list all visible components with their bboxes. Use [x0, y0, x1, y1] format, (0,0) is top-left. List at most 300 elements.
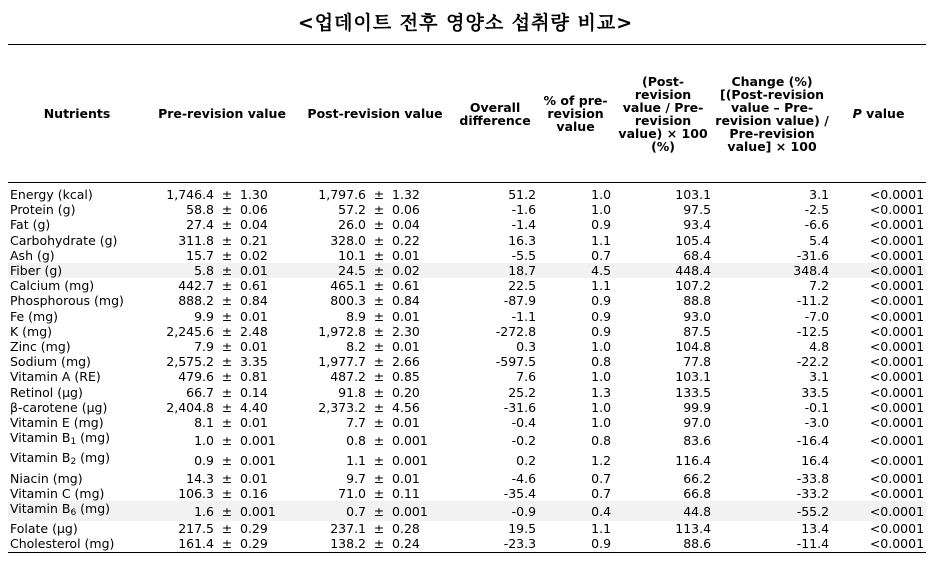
table-row: [8, 293, 926, 308]
change-value: -33.2: [796, 485, 830, 501]
pre-pm: ±: [221, 202, 233, 218]
nutrient-name-subscript: 6: [70, 508, 77, 519]
table-row: [8, 354, 926, 369]
ratio-value: 97.0: [683, 415, 712, 431]
post-pm: ±: [373, 415, 385, 431]
table-row: [8, 278, 926, 293]
table-row: [8, 450, 926, 470]
header-ratio: (Post-revision value / Pre-revision value) × 100 (%): [613, 45, 713, 183]
p-value: <0.0001: [869, 232, 925, 248]
pre-se: 0.001: [240, 432, 276, 448]
nutrient-name: [8, 450, 146, 470]
ratio-value: 87.5: [683, 323, 712, 339]
pre-pm: ±: [221, 323, 233, 339]
post-pm: ±: [373, 470, 385, 486]
ratio-value: 68.4: [683, 247, 712, 263]
ratio-value: 88.6: [613, 536, 713, 552]
nutrient-name-base: Vitamin B: [10, 430, 71, 446]
change-value: -22.2: [796, 354, 830, 370]
overall-difference: 51.2: [508, 187, 537, 202]
change-value: 16.4: [801, 452, 830, 468]
nutrient-name-base: Vitamin B: [10, 450, 71, 466]
pct-pre-revision: 1.2: [591, 452, 612, 468]
pre-pm: ±: [221, 187, 233, 202]
pre-se: 4.40: [240, 399, 268, 415]
pre-pm: ±: [221, 470, 233, 486]
ratio-value: 107.2: [675, 278, 712, 294]
overall-difference: -0.4: [511, 415, 537, 431]
nutrient-name: [8, 501, 146, 521]
change-value: 4.8: [809, 339, 830, 355]
post-value: 71.0: [338, 485, 367, 501]
change-value: 33.5: [801, 384, 830, 400]
pct-pre-revision: 1.1: [591, 232, 612, 248]
nutrient-name: Energy (kcal): [10, 187, 93, 202]
post-pm: ±: [373, 452, 385, 468]
pre-value: 888.2: [178, 293, 214, 309]
pre-se: 0.001: [240, 452, 276, 468]
post-pm: ±: [373, 308, 385, 324]
pct-pre-revision: 0.9: [591, 217, 612, 233]
nutrient-name: Vitamin C (mg): [10, 485, 105, 501]
pre-se: 1.30: [240, 187, 268, 202]
pre-se: 0.61: [240, 278, 268, 294]
p-value: <0.0001: [869, 354, 925, 370]
table-row: [8, 233, 926, 248]
pre-value: 1.0: [194, 432, 214, 448]
pre-pm: ±: [221, 399, 233, 415]
overall-difference: -5.5: [511, 247, 537, 263]
change-value: 7.2: [809, 278, 830, 294]
table-row: [8, 486, 926, 501]
table-row: [8, 339, 926, 354]
table-row: [8, 501, 926, 521]
post-value: 24.5: [298, 263, 368, 278]
post-value: 1,797.6: [318, 187, 367, 202]
pre-se: 0.14: [240, 384, 268, 400]
overall-difference: -1.1: [511, 308, 537, 324]
post-pm: ±: [373, 187, 385, 202]
post-se: 0.001: [392, 452, 428, 468]
overall-difference: 0.2: [516, 452, 537, 468]
table-row: [8, 309, 926, 324]
pre-value: 311.8: [178, 232, 214, 248]
post-se: 0.01: [392, 339, 420, 355]
post-se: 0.01: [392, 470, 420, 486]
nutrient-name: Vitamin E (mg): [10, 415, 104, 431]
post-pm: ±: [373, 339, 385, 355]
pct-pre-revision: 1.0: [591, 369, 612, 385]
post-pm: ±: [368, 501, 390, 521]
pct-pre-revision: 1.0: [591, 339, 612, 355]
post-pm: ±: [373, 232, 385, 248]
post-se: 0.84: [392, 293, 420, 309]
ratio-value: 97.5: [683, 202, 712, 218]
nutrient-name: Niacin (mg): [10, 470, 83, 486]
nutrient-name: Folate (μg): [10, 521, 78, 537]
overall-difference: -35.4: [503, 485, 537, 501]
table-row: [8, 521, 926, 536]
pre-se: 0.01: [240, 339, 268, 355]
pre-value: 442.7: [178, 278, 214, 294]
post-se: 4.56: [392, 399, 420, 415]
nutrient-name: Sodium (mg): [10, 354, 91, 370]
p-value: <0.0001: [831, 263, 926, 278]
p-value: <0.0001: [869, 247, 925, 263]
ratio-value: 113.4: [675, 521, 712, 537]
post-value: 7.7: [346, 415, 367, 431]
nutrient-name: Carbohydrate (g): [10, 232, 118, 248]
post-pm: ±: [373, 384, 385, 400]
pre-value: 5.8: [146, 263, 216, 278]
post-pm: ±: [373, 369, 385, 385]
pre-se: 0.29: [240, 521, 268, 537]
pre-pm: ±: [216, 263, 238, 278]
table-row: [8, 263, 926, 278]
post-se: 0.001: [392, 432, 428, 448]
table-row: [8, 217, 926, 232]
nutrient-name: K (mg): [10, 323, 53, 339]
nutrient-name: β-carotene (μg): [10, 399, 108, 415]
header-change: Change (%) [(Post-revision value – Pre-revision value) / Pre-revision value] × 100: [713, 45, 831, 183]
ratio-value: 103.1: [675, 187, 712, 202]
overall-difference: -272.8: [495, 323, 537, 339]
post-se: 0.04: [392, 217, 420, 233]
post-pm: ±: [373, 278, 385, 294]
post-value: 328.0: [330, 232, 367, 248]
post-value: 91.8: [338, 384, 367, 400]
overall-difference: -1.6: [511, 202, 537, 218]
pre-value: 15.7: [186, 247, 214, 263]
nutrient-comparison-table: [8, 44, 926, 553]
post-value: 1.1: [346, 452, 367, 468]
header-p-letter: P: [852, 106, 862, 121]
change-value: -11.4: [713, 536, 831, 552]
ratio-value: 66.8: [683, 485, 712, 501]
pre-se: 2.48: [240, 323, 268, 339]
header-pct-pre-revision: % of pre-revision value: [538, 45, 613, 183]
pct-pre-revision: 0.7: [591, 485, 612, 501]
post-value: 465.1: [330, 278, 367, 294]
post-se: 0.001: [390, 501, 452, 521]
change-value: -7.0: [804, 308, 830, 324]
nutrient-name: Fe (mg): [10, 308, 59, 324]
post-value: 0.8: [346, 432, 367, 448]
pre-se: 0.29: [238, 536, 298, 552]
pre-value: 27.4: [186, 217, 214, 233]
change-value: -6.6: [804, 217, 830, 233]
pre-value: 479.6: [178, 369, 214, 385]
post-se: 0.61: [392, 278, 420, 294]
ratio-value: 77.8: [683, 354, 712, 370]
pre-pm: ±: [221, 452, 233, 468]
p-value: <0.0001: [869, 323, 925, 339]
p-value: <0.0001: [869, 384, 925, 400]
overall-difference: 16.3: [508, 232, 537, 248]
pre-se: 0.84: [240, 293, 268, 309]
pre-se: 0.21: [240, 232, 268, 248]
nutrient-name: Phosphorous (mg): [10, 293, 124, 309]
header-p-rest: value: [861, 106, 905, 121]
pre-pm: ±: [221, 293, 233, 309]
p-value: <0.0001: [869, 470, 925, 486]
pre-pm: ±: [216, 536, 238, 552]
post-se: 0.22: [392, 232, 420, 248]
overall-difference: -0.9: [452, 501, 538, 521]
table-body: [8, 183, 926, 553]
p-value: <0.0001: [869, 415, 925, 431]
pre-value: 217.5: [178, 521, 214, 537]
post-pm: ±: [373, 217, 385, 233]
ratio-value: 116.4: [675, 452, 712, 468]
table-row: [8, 400, 926, 415]
p-value: <0.0001: [869, 217, 925, 233]
pre-se: 0.81: [240, 369, 268, 385]
pct-pre-revision: 0.9: [538, 536, 613, 552]
pre-pm: ±: [221, 278, 233, 294]
post-value: 800.3: [330, 293, 367, 309]
post-value: 9.7: [346, 470, 367, 486]
post-pm: ±: [373, 202, 385, 218]
p-value: <0.0001: [869, 202, 925, 218]
pre-value: 0.9: [194, 452, 214, 468]
pct-pre-revision: 1.0: [591, 415, 612, 431]
pre-value: 1,746.4: [166, 187, 214, 202]
post-se: 0.85: [392, 369, 420, 385]
pct-pre-revision: 0.7: [591, 247, 612, 263]
pre-se: 0.01: [238, 263, 298, 278]
header-p-value: [831, 45, 926, 183]
overall-difference: 7.6: [516, 369, 537, 385]
pre-value: 2,245.6: [166, 323, 214, 339]
p-value: <0.0001: [869, 278, 925, 294]
pre-pm: ±: [221, 232, 233, 248]
nutrient-name: Ash (g): [10, 247, 55, 263]
post-se: 0.01: [392, 308, 420, 324]
p-value: <0.0001: [869, 399, 925, 415]
post-se: 2.30: [392, 323, 420, 339]
table-row: [8, 248, 926, 263]
pre-value: 58.8: [186, 202, 214, 218]
post-pm: ±: [373, 323, 385, 339]
table-row: [8, 183, 926, 203]
change-value: -0.1: [804, 399, 830, 415]
overall-difference: -23.3: [452, 536, 538, 552]
p-value: <0.0001: [831, 501, 926, 521]
ratio-value: 93.4: [683, 217, 712, 233]
overall-difference: 25.2: [508, 384, 537, 400]
pre-se: 0.02: [240, 247, 268, 263]
change-value: -55.2: [713, 501, 831, 521]
overall-difference: -87.9: [503, 293, 537, 309]
pct-pre-revision: 1.0: [591, 202, 612, 218]
post-se: 1.32: [392, 187, 420, 202]
p-value: <0.0001: [869, 369, 925, 385]
pre-value: 14.3: [186, 470, 214, 486]
ratio-value: 83.6: [683, 432, 712, 448]
pre-value: 2,575.2: [166, 354, 214, 370]
table-row: [8, 471, 926, 486]
change-value: -11.2: [796, 293, 830, 309]
header-post-revision: Post-revision value: [298, 45, 452, 183]
post-value: 8.9: [346, 308, 367, 324]
pre-pm: ±: [221, 308, 233, 324]
change-value: 3.1: [809, 369, 830, 385]
p-value: <0.0001: [869, 308, 925, 324]
pre-se: 0.01: [240, 415, 268, 431]
table-header-row: [8, 45, 926, 183]
nutrient-name-base: Vitamin B: [10, 501, 71, 517]
post-value: 8.2: [346, 339, 367, 355]
post-pm: ±: [368, 263, 390, 278]
pre-value: 1.6: [146, 501, 216, 521]
pct-pre-revision: 0.7: [591, 470, 612, 486]
post-value: 487.2: [330, 369, 367, 385]
pre-value: 2,404.8: [166, 399, 214, 415]
table-row: [8, 385, 926, 400]
post-value: 1,977.7: [318, 354, 367, 370]
pre-pm: ±: [221, 384, 233, 400]
p-value: <0.0001: [869, 521, 925, 537]
page-title: <업데이트 전후 영양소 섭취량 비교>: [297, 12, 634, 34]
p-value: <0.0001: [869, 293, 925, 309]
pct-pre-revision: 0.9: [591, 323, 612, 339]
pre-se: 0.01: [240, 470, 268, 486]
pre-se: 0.16: [240, 485, 268, 501]
pre-pm: ±: [221, 247, 233, 263]
post-pm: ±: [373, 432, 385, 448]
ratio-value: 66.2: [683, 470, 712, 486]
pre-value: 161.4: [146, 536, 216, 552]
post-se: 0.24: [390, 536, 452, 552]
pre-se: 0.001: [238, 501, 298, 521]
pre-pm: ±: [221, 521, 233, 537]
post-value: 1,972.8: [318, 323, 367, 339]
post-pm: ±: [373, 399, 385, 415]
post-pm: ±: [373, 354, 385, 370]
nutrient-name: Fat (g): [10, 217, 51, 233]
nutrient-name: Zinc (mg): [10, 339, 71, 355]
change-value: -31.6: [796, 247, 830, 263]
table-row: [8, 369, 926, 384]
pre-pm: ±: [221, 415, 233, 431]
ratio-value: 133.5: [675, 384, 712, 400]
pre-se: 3.35: [240, 354, 268, 370]
overall-difference: 19.5: [508, 521, 537, 537]
pct-pre-revision: 0.9: [591, 293, 612, 309]
post-pm: ±: [373, 521, 385, 537]
pre-pm: ±: [221, 485, 233, 501]
post-se: 0.01: [392, 415, 420, 431]
nutrient-name: [8, 430, 146, 450]
p-value: <0.0001: [869, 432, 925, 448]
pre-pm: ±: [221, 217, 233, 233]
ratio-value: 88.8: [683, 293, 712, 309]
pct-pre-revision: 1.1: [591, 278, 612, 294]
change-value: -33.8: [796, 470, 830, 486]
pct-pre-revision: 4.5: [538, 263, 613, 278]
overall-difference: -0.2: [511, 432, 537, 448]
p-value: <0.0001: [869, 187, 925, 202]
pre-value: 7.9: [194, 339, 214, 355]
post-value: 2,373.2: [318, 399, 367, 415]
pct-pre-revision: 1.0: [591, 187, 612, 202]
nutrient-name: Fiber (g): [8, 263, 146, 278]
table-row: [8, 536, 926, 552]
pre-pm: ±: [221, 432, 233, 448]
post-se: 0.28: [392, 521, 420, 537]
change-value: -12.5: [796, 323, 830, 339]
header-overall-difference: Overall difference: [452, 45, 538, 183]
pre-value: 9.9: [194, 308, 214, 324]
nutrient-name-unit: (mg): [76, 430, 111, 446]
nutrient-name-subscript: 1: [70, 437, 77, 448]
post-value: 10.1: [338, 247, 367, 263]
nutrient-name-unit: (mg): [76, 501, 111, 517]
pre-pm: ±: [221, 354, 233, 370]
ratio-value: 44.8: [613, 501, 713, 521]
pct-pre-revision: 1.1: [591, 521, 612, 537]
ratio-value: 103.1: [675, 369, 712, 385]
pct-pre-revision: 1.3: [591, 384, 612, 400]
overall-difference: -4.6: [511, 470, 537, 486]
overall-difference: 0.3: [516, 339, 537, 355]
post-se: 0.01: [392, 247, 420, 263]
post-se: 0.20: [392, 384, 420, 400]
post-value: 0.7: [298, 501, 368, 521]
ratio-value: 93.0: [683, 308, 712, 324]
nutrient-name-subscript: 2: [70, 457, 77, 468]
post-value: 237.1: [330, 521, 367, 537]
overall-difference: 22.5: [508, 278, 537, 294]
pct-pre-revision: 0.9: [591, 308, 612, 324]
nutrient-name: Vitamin A (RE): [10, 369, 101, 385]
change-value: 3.1: [809, 187, 830, 202]
post-pm: ±: [373, 293, 385, 309]
post-se: 0.06: [392, 202, 420, 218]
table-row: [8, 202, 926, 217]
pct-pre-revision: 0.4: [538, 501, 613, 521]
table-row: [8, 324, 926, 339]
pct-pre-revision: 1.0: [591, 399, 612, 415]
nutrient-name: Calcium (mg): [10, 278, 95, 294]
table-row: [8, 430, 926, 450]
ratio-value: 99.9: [683, 399, 712, 415]
ratio-value: 448.4: [613, 263, 713, 278]
pre-pm: ±: [221, 339, 233, 355]
pre-pm: ±: [216, 501, 238, 521]
pre-se: 0.04: [240, 217, 268, 233]
pct-pre-revision: 0.8: [591, 354, 612, 370]
post-se: 2.66: [392, 354, 420, 370]
nutrient-name: Cholesterol (mg): [8, 536, 146, 552]
table-row: [8, 415, 926, 430]
change-value: 348.4: [713, 263, 831, 278]
pre-se: 0.06: [240, 202, 268, 218]
post-se: 0.11: [392, 485, 420, 501]
post-pm: ±: [373, 247, 385, 263]
p-value: <0.0001: [831, 536, 926, 552]
nutrient-name-unit: (mg): [76, 450, 111, 466]
change-value: -16.4: [796, 432, 830, 448]
post-value: 26.0: [338, 217, 367, 233]
pre-pm: ±: [221, 369, 233, 385]
change-value: -2.5: [804, 202, 830, 218]
change-value: 5.4: [809, 232, 830, 248]
pre-value: 66.7: [186, 384, 214, 400]
overall-difference: -597.5: [495, 354, 537, 370]
p-value: <0.0001: [869, 452, 925, 468]
